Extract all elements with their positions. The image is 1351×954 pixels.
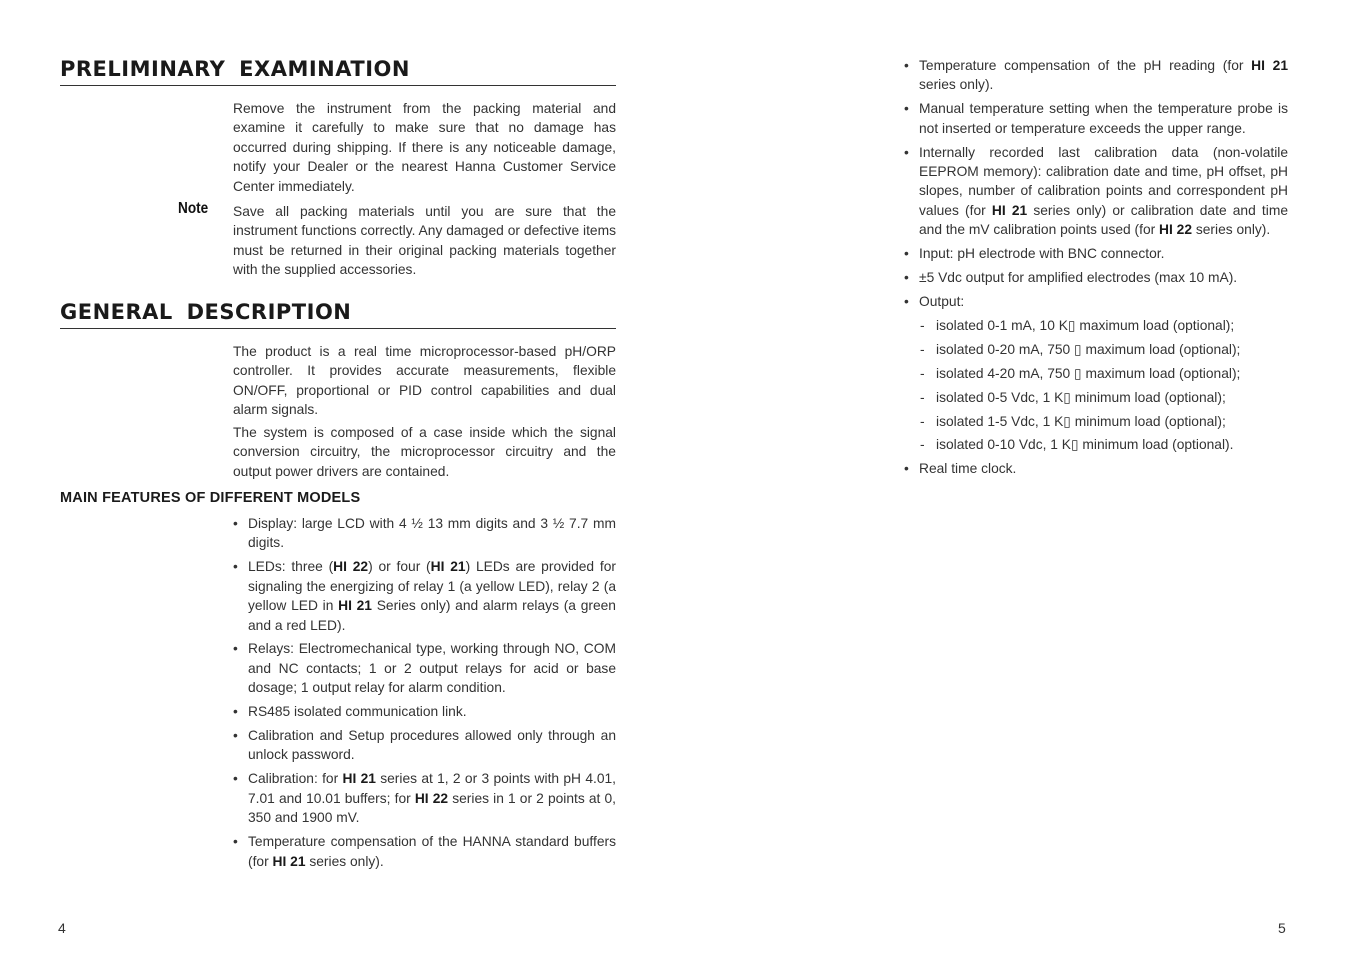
bullet-marker: •: [904, 246, 909, 262]
feature-text: isolated 1-5 Vdc, 1 K▯ minimum load (optional);: [936, 413, 1226, 429]
preliminary-examination-paragraph: Remove the instrument from the packing material and examine it carefully to make sure that no damage has occurred during shipping. If there is any noticeable damage, notify your Dealer or the nearest Hanna Customer Service Center immediately.: [233, 101, 616, 194]
feature-text: ) or four (: [368, 559, 431, 575]
feature-item: [904, 99, 1288, 138]
output-option-item: [904, 388, 1288, 407]
right-page: [676, 0, 1351, 954]
section-title-general-description: GENERAL DESCRIPTION: [60, 300, 616, 329]
note-text: Save all packing materials until you are sure that the instrument functions correctly. Any damaged or defective items must be returned in their original packing materials together with the supplied accessories.: [233, 204, 616, 278]
feature-item: [233, 726, 616, 765]
feature-text: LEDs: three (: [248, 559, 334, 575]
feature-item: [233, 557, 616, 635]
model-name: HI 21: [338, 598, 372, 614]
model-name: HI 22: [1159, 222, 1193, 238]
output-option-item: [904, 435, 1288, 454]
feature-text: series at 1, 2 or 3 points with pH 4.01, 7.01 and 10.01 buffers; for: [248, 771, 617, 806]
feature-text: series only).: [1192, 222, 1271, 238]
feature-text: Display: large LCD with 4 ½ 13 mm digits and 3 ½ 7.7 mm digits.: [248, 516, 616, 551]
feature-text: series in 1 or 2 points at 0, 350 and 1900 mV.: [248, 790, 617, 826]
model-name: HI 21: [991, 202, 1028, 218]
bullet-marker: •: [233, 704, 238, 720]
main-features-subheading: MAIN FEATURES OF DIFFERENT MODELS: [60, 490, 361, 506]
feature-text: Temperature compensation of the pH reading (for: [919, 58, 1252, 73]
bullet-marker: •: [904, 461, 909, 477]
feature-text: Calibration and Setup procedures allowed only through an unlock password.: [248, 728, 616, 763]
note-label: Note: [178, 200, 209, 217]
feature-text: Output:: [919, 293, 965, 309]
output-option-item: [904, 412, 1288, 431]
model-name: HI 21: [1251, 58, 1288, 73]
feature-item: [904, 244, 1288, 263]
feature-item: [233, 639, 616, 697]
bullet-marker: •: [904, 58, 909, 73]
bullet-marker: •: [233, 834, 238, 850]
model-name: HI 21: [430, 559, 466, 575]
feature-text: series only) or calibration date and time and the mV calibration points used (for: [919, 202, 1288, 238]
dash-marker: -: [920, 341, 925, 357]
feature-text: Calibration: for: [248, 771, 343, 787]
model-name: HI 22: [333, 559, 369, 575]
feature-item: [233, 769, 616, 827]
dash-marker: -: [920, 389, 925, 405]
page-number-left: 4: [58, 920, 66, 936]
feature-item: [233, 702, 616, 721]
feature-item: [904, 268, 1288, 287]
output-option-item: [904, 316, 1288, 335]
feature-text: Relays: Electromechanical type, working through NO, COM and NC contacts; 1 or 2 output relays for acid or base dosage; 1 output relay for alarm condition.: [248, 641, 616, 696]
feature-text: series only).: [919, 77, 994, 93]
model-name: HI 21: [272, 853, 306, 869]
section-title-preliminary-examination: PRELIMINARY EXAMINATION: [60, 57, 616, 86]
feature-item: [904, 292, 1288, 311]
bullet-marker: •: [904, 144, 909, 160]
feature-item: [233, 514, 616, 553]
features-list-continued: [904, 56, 1288, 483]
output-option-item: [904, 364, 1288, 383]
feature-item: [904, 143, 1288, 240]
feature-text: Input: pH electrode with BNC connector.: [919, 246, 1165, 262]
dash-marker: -: [920, 317, 925, 333]
feature-item: [904, 56, 1288, 95]
feature-text: Real time clock.: [919, 461, 1017, 477]
bullet-marker: •: [233, 516, 238, 531]
dash-marker: -: [920, 413, 925, 429]
feature-text: isolated 0-10 Vdc, 1 K▯ minimum load (optional).: [936, 437, 1234, 453]
bullet-marker: •: [904, 101, 909, 117]
feature-text: isolated 0-20 mA, 750 ▯ maximum load (optional);: [936, 341, 1241, 357]
feature-text: ) LEDs are provided for signaling the energizing of relay 1 (a yellow LED), relay 2 (a yellow LED in: [248, 559, 616, 614]
feature-text: series only).: [305, 853, 384, 869]
feature-text: Series only) and alarm relays (a green and a red LED).: [248, 598, 616, 633]
dash-marker: -: [920, 437, 925, 453]
model-name: HI 22: [414, 790, 449, 806]
dash-marker: -: [920, 365, 925, 381]
feature-text: isolated 0-5 Vdc, 1 K▯ minimum load (optional);: [936, 389, 1226, 405]
page-number-right: 5: [1278, 920, 1286, 936]
general-description-paragraph-2: The system is composed of a case inside which the signal conversion circuitry, the microprocessor circuitry and the output power drivers are contained.: [233, 425, 616, 479]
feature-text: Manual temperature setting when the temperature probe is not inserted or temperature exceeds the upper range.: [919, 101, 1288, 136]
bullet-marker: •: [233, 641, 238, 657]
bullet-marker: •: [904, 270, 909, 286]
bullet-marker: •: [233, 559, 238, 575]
general-description-paragraph-1: The product is a real time microprocessor-based pH/ORP controller. It provides accurate measurements, flexible ON/OFF, proportional or PID control capabilities and dual alarm signals.: [233, 344, 616, 418]
feature-text: isolated 0-1 mA, 10 K▯ maximum load (optional);: [936, 317, 1235, 333]
model-name: HI 21: [342, 771, 376, 787]
main-features-list: [233, 514, 616, 875]
bullet-marker: •: [233, 728, 238, 744]
feature-item: [904, 459, 1288, 478]
feature-text: RS485 isolated communication link.: [248, 704, 467, 720]
output-option-item: [904, 340, 1288, 359]
feature-item: [233, 832, 616, 871]
bullet-marker: •: [233, 771, 238, 787]
bullet-marker: •: [904, 293, 909, 309]
feature-text: isolated 4-20 mA, 750 ▯ maximum load (optional);: [936, 365, 1241, 381]
feature-text: ±5 Vdc output for amplified electrodes (max 10 mA).: [919, 270, 1238, 286]
feature-text: Temperature compensation of the HANNA standard buffers (for: [248, 834, 616, 869]
feature-text: Internally recorded last calibration data (non-volatile EEPROM memory): calibration date and time, pH offset, pH slopes, number of calibration points and correspondent pH values (for: [919, 144, 1288, 218]
